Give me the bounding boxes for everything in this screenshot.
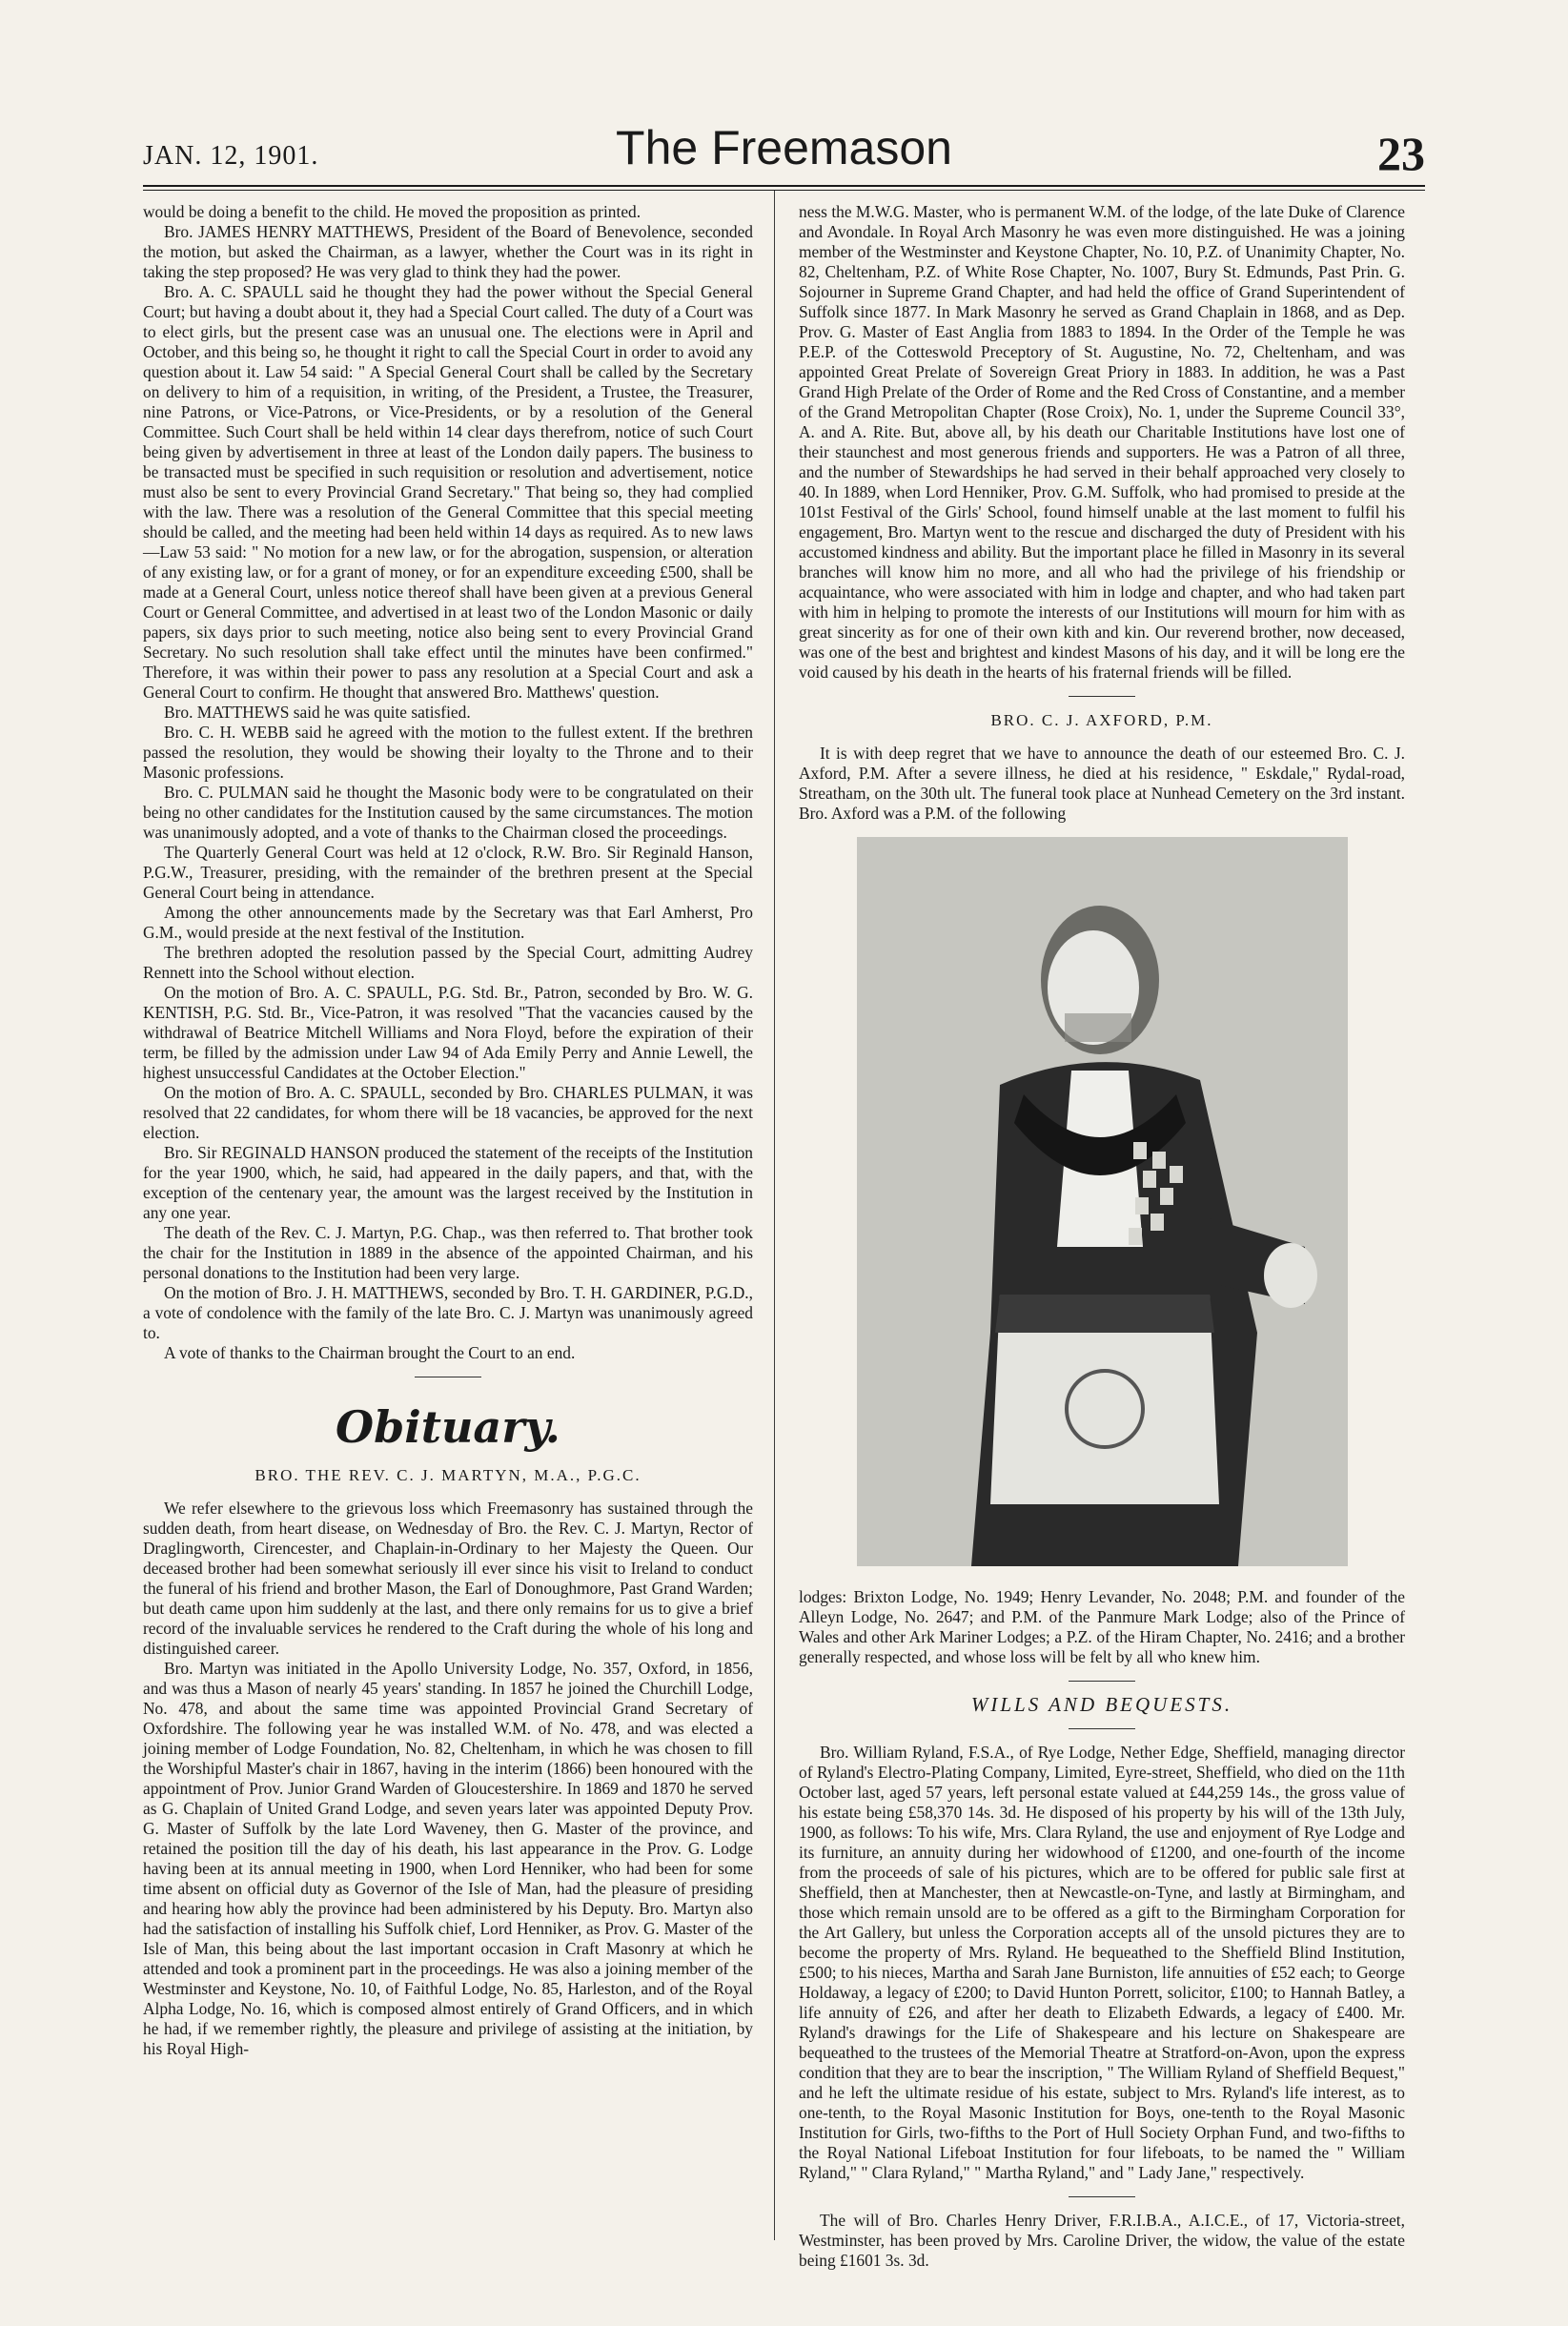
article-paragraph: Bro. MATTHEWS said he was quite satisfied. [164, 703, 471, 722]
obituary-paragraph: We refer elsewhere to the grievous loss which Freemasonry has sustained through the sudden death, from heart disease, on Wednesday of Bro. the Rev. C. J. Martyn, Rector of Draglingworth, Cirencester, and Chaplain-in-Ordinary to her Majesty the Queen. Our deceased brother had been somewhat seriously ill ever since his visit to Ireland to conduct the funeral of his friend and brother Mason, the Earl of Donoughmore, Past Grand Warden; but death came upon him suddenly at the last, and there only remains for us to give a brief record of the invaluable services he rendered to the Craft during the whole of his long and distinguished career. [143, 1499, 753, 1658]
article-paragraph: Among the other announcements made by the Secretary was that Earl Amherst, Pro G.M., would preside at the next festival of the Institution. [143, 903, 753, 942]
article-paragraph: The death of the Rev. C. J. Martyn, P.G. Chap., was then referred to. That brother took the chair for the Institution in 1889 in the absence of the appointed Chairman, and his personal donations to the Institution had been very large. [143, 1223, 753, 1282]
article-paragraph: Bro. C. PULMAN said he thought the Masonic body were to be congratulated on their being no other candidates for the Institution caused by the same circumstances. The motion was unanimously adopted, and a vote of thanks to the Chairman closed the proceedings. [143, 783, 753, 842]
portrait-illustration [857, 837, 1348, 1566]
article-paragraph: The Quarterly General Court was held at 12 o'clock, R.W. Bro. Sir Reginald Hanson, P.G.W., Treasurer, presiding, with the remainder of the brethren present at the Special General Court being in attendance. [143, 843, 753, 902]
section-divider [1069, 1681, 1135, 1682]
article-paragraph: The brethren adopted the resolution passed by the Special Court, admitting Audrey Rennett into the School without election. [143, 943, 753, 982]
obituary-paragraph: ness the M.W.G. Master, who is permanent W.M. of the lodge, of the late Duke of Clarence and Avondale. In Royal Arch Masonry he was even more distinguished. He was a joining member of the Westminster and Keystone Chapter, No. 10, P.Z. of Unanimity Chapter, No. 82, Cheltenham, P.Z. of White Rose Chapter, No. 1007, Bury St. Edmunds, Past Prin. G. Sojourner in Supreme Grand Chapter, and had held the office of Grand Superintendent of Suffolk since 1877. In Mark Masonry he served as Grand Chaplain in 1868, and as Dep. Prov. G. Master of East Anglia from 1883 to 1894. In the Order of the Temple he was P.E.P. of the Cotteswold Preceptory of St. Augustine, No. 72, Cheltenham, and was appointed Great Prelate of Sovereign Great Priory in 1883. In addition, he was a Past Grand High Prelate of the Order of Rome and the Red Cross of Constantine, and a member of the Grand Metropolitan Chapter (Rose Croix), No. 1, under the Supreme Council 33°, A. and A. Rite. But, above all, by his death our Charitable Institutions have lost one of their staunchest and most generous friends and supporters. He was a Patron of all three, and the number of Stewardships he had served in their behalf approached very closely to 40. In 1889, when Lord Henniker, Prov. G.M. Suffolk, who had promised to preside at the 101st Festival of the Girls' School, found himself unable at the last moment to fulfil his engagement, Bro. Martyn went to the rescue and discharged the duty of President with his accustomed kindness and ability. But the important place he filled in Masonry in its several branches will know him no more, and all who had the privilege of his friendship or acquaintance, who were associated with him in lodge and chapter, and who had taken part with him in helping to promote the interests of our Institutions will mourn for him with as great sincerity as for one of their own kith and kin. Our reverend brother, now deceased, was one of the best and brightest and kindest Masons of his day, and it will be long ere the void caused by his death in the hearts of his fraternal friends will be filled. [799, 202, 1405, 682]
left-column [143, 202, 753, 2059]
article-paragraph: On the motion of Bro. J. H. MATTHEWS, seconded by Bro. T. H. GARDINER, P.G.D., a vote of condolence with the family of the late Bro. C. J. Martyn was unanimously agreed to. [143, 1283, 753, 1342]
issue-date: JAN. 12, 1901. [143, 141, 319, 171]
article-paragraph: Bro. A. C. SPAULL said he thought they had the power without the Special General Court; but having a doubt about it, they had a Special Court called. The duty of a Court was to elect girls, but the present case was an unusual one. The elections were in April and October, and this being so, he thought it right to call the Special Court in order to avoid any question about it. Law 54 said: " A Special General Court shall be called by the Secretary on delivery to him of a requisition, in writing, of the President, a Trustee, the Treasurer, nine Patrons, or Vice-Patrons, or Vice-Presidents, or by a resolution of the General Committee. Such Court shall be held within 14 clear days therefrom, notice of such Court being given by advertisement in three at least of the London daily papers. The business to be transacted must be specified in such requisition or resolution and advertisement, notice must also be sent to every Provincial Grand Secretary." That being so, they had complied with the law. There was a resolution of the General Committee that this special meeting should be called, and the meeting had been held within 14 days as required. As to new laws —Law 53 said: " No motion for a new law, or for the abrogation, suspension, or alteration of any existing law, or for a grant of money, or for an expenditure exceeding £500, shall be made at a General Court, unless notice thereof shall have been given at a previous General Court or General Committee, and advertised in at least two of the London Masonic or daily papers, six days prior to such meeting, notice also being sent to every Provincial Grand Secretary. No such resolution shall take effect until the minutes have been confirmed." Therefore, it was within their power to pass any resolution at a Special Court and ask a General Court to confirm. He thought that answered Bro. Matthews' question. [143, 282, 753, 702]
masthead-rule-bottom [143, 190, 1425, 191]
masthead-rule-top [143, 185, 1425, 187]
article-paragraph: On the motion of Bro. A. C. SPAULL, P.G. Std. Br., Patron, seconded by Bro. W. G. KENTISH, P.G. Std. Br., Vice-Patron, it was resolved "That the vacancies caused by the withdrawal of Beatrice Mitchell Williams and Nora Floyd, before the expiration of their term, be filled by the admission under Law 94 of Ada Emily Perry and Annie Lewell, the highest unsuccessful Candidates at the October Election." [143, 983, 753, 1082]
obituary-paragraph: Bro. Martyn was initiated in the Apollo University Lodge, No. 357, Oxford, in 1856, and was thus a Mason of nearly 45 years' standing. In 1857 he joined the Churchill Lodge, No. 478, and about the same time was appointed Provincial Grand Secretary of Oxfordshire. The following year he was installed W.M. of No. 478, and was elected a joining member of Lodge Foundation, No. 82, Cheltenham, in which he was chosen to fill the Worshipful Master's chair in 1867, having in the interim (1866) been honoured with the appointment of Prov. Junior Grand Warden of Gloucestershire. In 1869 and 1870 he served as G. Chaplain of United Grand Lodge, and seven years later was appointed Deputy Prov. G. Master of Suffolk by the late Lord Waveney, then G. Master of the province, and retained the position till the day of his death, his last appearance in the Prov. G. Lodge having been at its annual meeting in 1900, when Lord Henniker, who had been for some time absent on official duty as Governor of the Isle of Man, had the pleasure of presiding and hearing how ably the province had been administered by his Deputy. Bro. Martyn also had the satisfaction of installing his Suffolk chief, Lord Henniker, as Prov. G. Master of the Isle of Man, this being about the last important occasion in Craft Masonry at which he attended and took a prominent part in the proceedings. He was also a joining member of the Westminster and Keystone, No. 10, of Faithful Lodge, No. 85, Harleston, and of the Royal Alpha Lodge, No. 16, which is composed almost entirely of Grand Officers, and in which he had, if we remember rightly, the pleasure and privilege of assisting at the initiation, by his Royal High- [143, 1659, 753, 2058]
wills-heading: WILLS AND BEQUESTS. [970, 1693, 1233, 1716]
newspaper-title: The Freemason [616, 121, 952, 174]
wills-paragraph: Bro. William Ryland, F.S.A., of Rye Lodge, Nether Edge, Sheffield, managing director of Ryland's Electro-Plating Company, Limited, Eyre-street, Sheffield, who died on the 11th October last, aged 57 years, left personal estate valued at £44,259 14s., the gross value of his estate being £58,370 14s. 3d. He disposed of his property by his will of the 13th July, 1900, as follows: To his wife, Mrs. Clara Ryland, the use and enjoyment of Rye Lodge and its furniture, an annuity during her widowhood of £1200, and one-fourth of the income from the proceeds of sale of his pictures, which are to be offered for public sale first at Sheffield, then at Manchester, then at Newcastle-on-Tyne, and lastly at Birmingham, and those which remain unsold are to be offered as a gift to the Birmingham Corporation for the Art Gallery, but unless the Corporation accepts all of the unsold pictures they are to become the property of Mrs. Ryland. He bequeathed to the Sheffield Blind Institution, £500; to his nieces, Martha and Sarah Jane Burniston, life annuities of £52 each; to George Holdaway, a legacy of £200; to David Hunton Porrett, solicitor, £100; to Hannah Batley, a life annuity of £26, and after her death to Elizabeth Edwards, a legacy of £400. Mr. Ryland's drawings for the Life of Shakespeare and his lecture on Shakespeare are bequeathed to the trustees of the Memorial Theatre at Stratford-on-Avon, upon the express condition that they are to bear the inscription, " The William Ryland of Sheffield Bequest," and he left the ultimate residue of his estate, subject to Mrs. Ryland's life interest, as to one-tenth, to the Royal Masonic Institution for Boys, one-tenth to the Royal Masonic Institution for Girls, two-fifths to the Port of Hull Society Orphan Fund, and two-fifths to the Royal National Lifeboat Institution for four lifeboats, to be named the " William Ryland," " Clara Ryland," " Martha Ryland," and " Lady Jane," respectively. [799, 1743, 1405, 2182]
obituary-paragraph: lodges: Brixton Lodge, No. 1949; Henry Levander, No. 2048; P.M. and founder of the Alleyn Lodge, No. 2647; and P.M. of the Panmure Mark Lodge; also of the Prince of Wales and other Ark Mariner Lodges; a P.Z. of the Hiram Chapter, No. 2416; and a brother generally respected, and whose loss will be felt by all who knew him. [799, 1587, 1405, 1666]
masthead [143, 112, 1425, 183]
section-divider [1069, 2196, 1135, 2197]
obituary-subhead-axford: BRO. C. J. AXFORD, P.M. [990, 711, 1213, 729]
article-paragraph: Bro. Sir REGINALD HANSON produced the statement of the receipts of the Institution for the year 1900, which, he said, had appeared in the daily papers, and that, with the exception of the centenary year, the amount was the largest received by the Institution in any one year. [143, 1143, 753, 1222]
article-paragraph: On the motion of Bro. A. C. SPAULL, seconded by Bro. CHARLES PULMAN, it was resolved that 22 candidates, for whom there will be 18 vacancies, be approved for the next election. [143, 1083, 753, 1142]
column-divider [774, 191, 775, 2240]
section-divider [1069, 696, 1135, 697]
obituary-subhead-martyn: BRO. THE REV. C. J. MARTYN, M.A., P.G.C. [255, 1466, 641, 1484]
article-paragraph: would be doing a benefit to the child. He moved the proposition as printed. [143, 202, 641, 221]
article-paragraph: Bro. JAMES HENRY MATTHEWS, President of the Board of Benevolence, seconded the motion, but asked the Chairman, as a lawyer, whether the Court was in its right in taking the step proposed? He was very glad to think they had the power. [143, 222, 753, 281]
page-number: 23 [1377, 127, 1425, 180]
obituary-heading: Obituary. [336, 1401, 560, 1453]
wills-paragraph: The will of Bro. Charles Henry Driver, F.R.I.B.A., A.I.C.E., of 17, Victoria-street, Westminster, has been proved by Mrs. Caroline Driver, the widow, the value of the estate being £1601 3s. 3d. [799, 2211, 1405, 2270]
section-divider [1069, 1728, 1135, 1729]
right-column [799, 202, 1405, 2271]
portrait-photo [857, 837, 1348, 1566]
article-paragraph: A vote of thanks to the Chairman brought the Court to an end. [164, 1343, 576, 1362]
obituary-paragraph: It is with deep regret that we have to announce the death of our esteemed Bro. C. J. Axford, P.M. After a severe illness, he died at his residence, " Eskdale," Rydal-road, Streatham, on the 30th ult. The funeral took place at Nunhead Cemetery on the 3rd instant. Bro. Axford was a P.M. of the following [799, 744, 1405, 823]
article-paragraph: Bro. C. H. WEBB said he agreed with the motion to the fullest extent. If the brethren passed the resolution, they would be showing their loyalty to the Throne and to their Masonic professions. [143, 723, 753, 782]
